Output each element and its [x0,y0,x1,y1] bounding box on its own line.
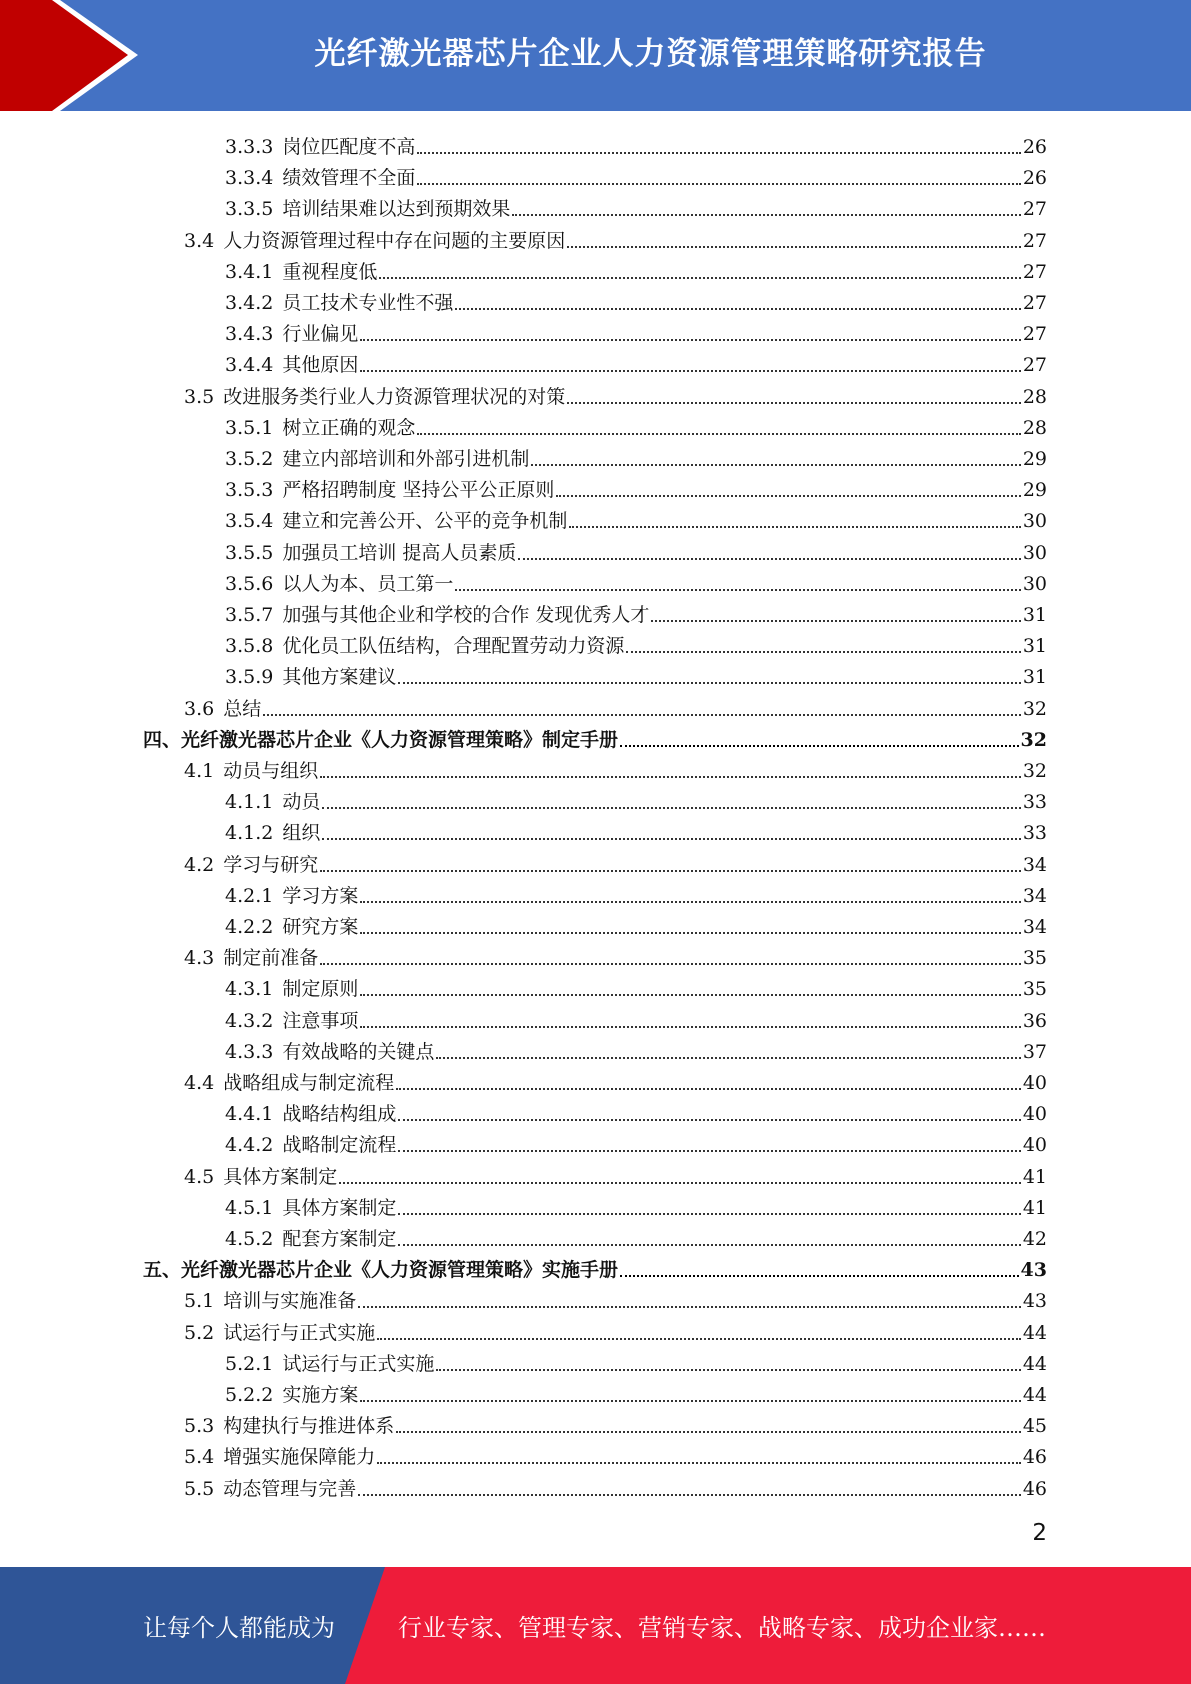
toc-entry-page: 42 [1022,1228,1047,1250]
toc-dot-leader [322,838,1020,840]
toc-entry-page: 31 [1022,604,1047,626]
toc-entry-number: 4.3.1 [225,978,274,1001]
toc-dot-leader [339,1182,1021,1184]
toc-entry-number: 3.3.4 [225,167,274,190]
toc-entry-number: 3.5.5 [225,541,274,564]
toc-dot-leader [360,994,1020,996]
toc-entry-number: 4.4.2 [225,1134,274,1157]
toc-entry-number: 4.2.2 [225,916,274,938]
toc-entry-title: 组织 [282,822,321,845]
toc-entry-title: 战略制定流程 [282,1134,397,1157]
toc-dot-leader [436,1057,1020,1059]
toc-dot-leader [360,1400,1020,1402]
toc-entry-number: 3.5.3 [225,479,274,502]
toc-entry[interactable] [225,534,1047,565]
footer-slogan-right: 行业专家、管理专家、营销专家、战略专家、成功企业家…… [398,1614,1046,1642]
toc-dot-leader [377,1338,1021,1340]
toc-entry-page: 26 [1022,167,1047,190]
toc-entry-number: 3.4.1 [225,260,274,283]
toc-dot-leader [360,901,1020,903]
toc-dot-leader [567,246,1021,248]
toc-dot-leader [455,308,1020,310]
toc-entry[interactable] [184,1064,1047,1095]
toc-entry-number: 3.4.2 [225,292,274,314]
toc-entry-number: 4.1.2 [225,822,274,845]
toc-entry-number: 3.6 [184,697,215,720]
toc-dot-leader [436,1369,1020,1371]
toc-dot-leader [320,963,1021,965]
toc-entry-title: 学习方案 [282,884,359,907]
toc-entry[interactable] [225,409,1047,440]
toc-entry-page: 31 [1022,635,1047,658]
document-title: 光纤激光器芯片企业人力资源管理策略研究报告 [314,35,987,72]
toc-entry-page: 37 [1022,1040,1047,1063]
toc-entry-title: 其他方案建议 [282,666,397,689]
toc-entry-title: 试运行与正式实施 [223,1321,376,1344]
toc-entry-title: 培训与实施准备 [223,1290,357,1313]
toc-entry[interactable] [225,970,1047,1001]
toc-entry-number: 五、 [143,1259,182,1282]
toc-entry-number: 3.5.6 [225,572,274,595]
toc-entry[interactable] [184,1282,1047,1313]
toc-entry[interactable] [225,627,1047,658]
toc-entry-number: 4.5.1 [225,1196,274,1219]
toc-entry-title: 树立正确的观念 [282,416,416,439]
toc-entry-number: 5.4 [184,1446,215,1469]
red-chevron-icon [0,0,160,111]
toc-entry-title: 动员 [282,791,321,814]
toc-entry-page: 34 [1022,884,1047,907]
toc-entry-page: 45 [1022,1415,1047,1438]
toc-entry-title: 学习与研究 [223,853,319,876]
toc-entry-page: 44 [1022,1352,1047,1375]
toc-entry[interactable] [143,721,1047,752]
toc-entry-number: 3.4.3 [225,323,274,346]
toc-entry-page: 33 [1022,822,1047,845]
toc-dot-leader [398,1119,1020,1121]
toc-dot-leader [320,776,1021,778]
toc-entry-number: 3.5 [184,385,215,408]
toc-entry-title: 试运行与正式实施 [282,1352,435,1375]
toc-entry[interactable] [225,502,1047,533]
toc-entry-page: 36 [1022,1009,1047,1032]
toc-entry[interactable] [225,565,1047,596]
toc-entry[interactable] [225,1095,1047,1126]
toc-entry-number: 3.5.4 [225,510,274,533]
toc-dot-leader [651,620,1020,622]
toc-entry-number: 5.5 [184,1477,215,1500]
toc-entry-title: 建立内部培训和外部引进机制 [282,448,530,470]
toc-entry[interactable] [225,596,1047,627]
toc-dot-leader [626,651,1020,653]
toc-entry-page: 27 [1022,354,1047,377]
toc-entry-number: 5.3 [184,1415,215,1438]
toc-dot-leader [379,277,1020,279]
toc-entry[interactable] [225,471,1047,502]
toc-entry-title: 战略组成与制定流程 [223,1072,395,1094]
toc-entry[interactable] [225,315,1047,346]
toc-entry-number: 4.1.1 [225,791,274,814]
toc-entry[interactable] [225,1189,1047,1220]
toc-dot-leader [396,1431,1021,1433]
toc-entry-page: 46 [1022,1477,1047,1500]
toc-entry-title: 岗位匹配度不高 [282,136,416,158]
toc-dot-leader [320,870,1021,872]
toc-entry-number: 4.2.1 [225,884,274,907]
toc-entry-title: 具体方案制定 [223,1165,338,1188]
toc-entry-page: 32 [1022,697,1047,720]
toc-dot-leader [531,464,1020,466]
toc-entry-number: 5.1 [184,1290,215,1313]
toc-entry-title: 其他原因 [282,354,359,377]
toc-dot-leader [567,402,1021,404]
toc-dot-leader [417,183,1020,185]
toc-entry-title: 改进服务类行业人力资源管理状况的对策 [223,385,566,408]
toc-dot-leader [398,682,1020,684]
toc-entry[interactable] [225,1126,1047,1157]
toc-entry-number: 5.2.1 [225,1352,274,1375]
toc-dot-leader [360,370,1020,372]
toc-dot-leader [518,558,1020,560]
toc-dot-leader [620,745,1019,747]
toc-entry-page: 29 [1022,479,1047,502]
toc-entry[interactable] [225,284,1047,315]
toc-entry-title: 光纤激光器芯片企业《人力资源管理策略》制定手册 [181,728,619,751]
toc-entry[interactable] [184,846,1047,877]
toc-entry-title: 光纤激光器芯片企业《人力资源管理策略》实施手册 [181,1259,619,1282]
toc-entry-number: 5.2.2 [225,1384,274,1406]
toc-entry-page: 40 [1022,1072,1047,1094]
toc-entry-number: 4.4 [184,1072,215,1094]
toc-dot-leader [396,1088,1021,1090]
toc-entry-title: 具体方案制定 [282,1196,397,1219]
toc-entry[interactable] [225,658,1047,689]
toc-entry-number: 3.4 [184,229,215,252]
toc-dot-leader [569,526,1020,528]
toc-entry[interactable] [184,752,1047,783]
toc-entry-title: 人力资源管理过程中存在问题的主要原因 [223,229,566,252]
toc-entry-title: 培训结果难以达到预期效果 [282,198,511,221]
toc-entry-page: 26 [1022,136,1047,158]
toc-entry-page: 34 [1022,853,1047,876]
toc-entry-title: 以人为本、员工第一 [282,572,454,595]
toc-entry-title: 总结 [223,697,262,720]
toc-entry-page: 34 [1022,916,1047,938]
footer-slogan-left: 让每个人都能成为 [143,1614,335,1642]
toc-entry[interactable] [184,939,1047,970]
toc-entry[interactable] [184,1407,1047,1438]
page-number: 2 [1032,1520,1047,1546]
toc-entry-page: 46 [1022,1446,1047,1469]
toc-entry-page: 30 [1022,572,1047,595]
toc-entry-page: 44 [1022,1384,1047,1406]
toc-entry-page: 27 [1022,198,1047,221]
toc-entry-number: 5.2 [184,1321,215,1344]
toc-entry[interactable] [143,1251,1047,1282]
toc-entry-number: 3.5.8 [225,635,274,658]
toc-entry-title: 制定原则 [282,978,359,1001]
toc-entry-page: 29 [1022,448,1047,470]
toc-entry-page: 28 [1022,385,1047,408]
footer-band [0,1567,1191,1684]
toc-dot-leader [358,1306,1021,1308]
toc-entry-page: 35 [1022,978,1047,1001]
toc-dot-leader [417,433,1020,435]
toc-entry-number: 3.5.7 [225,604,274,626]
toc-entry-title: 动态管理与完善 [223,1477,357,1500]
toc-entry-page: 30 [1022,541,1047,564]
toc-entry[interactable] [225,159,1047,190]
toc-entry[interactable] [184,1158,1047,1189]
header-band [0,0,1191,111]
toc-entry-page: 27 [1022,260,1047,283]
toc-entry-number: 3.3.5 [225,198,274,221]
toc-entry[interactable] [184,1438,1047,1469]
toc-entry-number: 4.1 [184,760,215,782]
toc-entry-number: 4.3.3 [225,1040,274,1063]
toc-dot-leader [398,1150,1020,1152]
toc-entry[interactable] [225,440,1047,471]
toc-entry-page: 43 [1022,1290,1047,1313]
toc-entry-title: 建立和完善公开、公平的竞争机制 [282,510,568,533]
toc-entry-title: 研究方案 [282,916,359,938]
toc-entry[interactable] [225,877,1047,908]
toc-entry-title: 有效战略的关键点 [282,1040,435,1063]
toc-entry-number: 3.3.3 [225,136,274,158]
toc-entry[interactable] [225,128,1047,159]
toc-entry[interactable] [225,814,1047,845]
toc-entry-page: 27 [1022,292,1047,314]
toc-entry[interactable] [225,783,1047,814]
toc-entry-number: 3.5.2 [225,448,274,470]
toc-entry[interactable] [225,1376,1047,1407]
toc-entry-page: 32 [1022,760,1047,782]
toc-entry-title: 战略结构组成 [282,1103,397,1126]
toc-entry-number: 4.2 [184,853,215,876]
toc-entry-page: 41 [1022,1165,1047,1188]
toc-entry-number: 3.5.9 [225,666,274,689]
toc-entry-title: 行业偏见 [282,323,359,346]
toc-entry-title: 注意事项 [282,1009,359,1032]
toc-entry[interactable] [184,1470,1047,1501]
toc-dot-leader [417,152,1020,154]
toc-entry-title: 配套方案制定 [282,1228,397,1250]
toc-entry[interactable] [225,190,1047,221]
toc-dot-leader [322,807,1020,809]
toc-entry-title: 构建执行与推进体系 [223,1415,395,1438]
toc-dot-leader [398,1244,1020,1246]
toc-entry-title: 增强实施保障能力 [223,1446,376,1469]
toc-entry[interactable] [225,1002,1047,1033]
toc-entry-page: 32 [1020,728,1047,751]
toc-entry[interactable] [225,908,1047,939]
toc-entry-page: 43 [1020,1259,1047,1282]
toc-entry-title: 员工技术专业性不强 [282,292,454,314]
toc-entry[interactable] [225,1345,1047,1376]
toc-entry-title: 优化员工队伍结构，合理配置劳动力资源 [282,635,625,658]
toc-entry-number: 4.5 [184,1165,215,1188]
toc-entry[interactable] [225,253,1047,284]
toc-dot-leader [512,214,1020,216]
toc-entry-page: 35 [1022,947,1047,970]
toc-entry[interactable] [184,690,1047,721]
toc-entry-number: 3.4.4 [225,354,274,377]
toc-entry[interactable] [184,1314,1047,1345]
toc-entry-number: 4.3.2 [225,1009,274,1032]
toc-entry-page: 44 [1022,1321,1047,1344]
toc-entry-number: 4.5.2 [225,1228,274,1250]
toc-dot-leader [398,1213,1020,1215]
toc-entry-page: 31 [1022,666,1047,689]
toc-entry-page: 27 [1022,229,1047,252]
toc-entry-number: 四、 [143,728,182,751]
toc-entry[interactable] [225,1220,1047,1251]
toc-dot-leader [455,589,1020,591]
toc-dot-leader [360,339,1020,341]
toc-dot-leader [263,714,1021,716]
toc-entry-page: 28 [1022,416,1047,439]
toc-entry-page: 33 [1022,791,1047,814]
toc-entry-title: 严格招聘制度 坚持公平公正原则 [282,479,555,502]
toc-dot-leader [556,495,1020,497]
toc-dot-leader [620,1275,1019,1277]
toc-entry-title: 动员与组织 [223,760,319,782]
toc-entry-page: 40 [1022,1134,1047,1157]
toc-entry-title: 制定前准备 [223,947,319,970]
toc-entry-title: 加强与其他企业和学校的合作 发现优秀人才 [282,604,650,626]
toc-entry[interactable] [225,346,1047,377]
toc-dot-leader [360,932,1020,934]
toc-entry[interactable] [225,1033,1047,1064]
toc-entry-title: 重视程度低 [282,260,378,283]
toc-entry-number: 4.3 [184,947,215,970]
toc-entry-title: 实施方案 [282,1384,359,1406]
toc-entry-number: 4.4.1 [225,1103,274,1126]
toc-entry-title: 绩效管理不全面 [282,167,416,190]
toc-entry-title: 加强员工培训 提高人员素质 [282,541,517,564]
toc-entry-number: 3.5.1 [225,416,274,439]
toc-dot-leader [377,1462,1021,1464]
toc-entry-page: 41 [1022,1196,1047,1219]
toc-dot-leader [358,1494,1021,1496]
toc-entry-page: 27 [1022,323,1047,346]
toc-entry[interactable] [184,222,1047,253]
toc-entry-page: 30 [1022,510,1047,533]
toc-entry-page: 40 [1022,1103,1047,1126]
toc-dot-leader [360,1026,1020,1028]
toc-entry[interactable] [184,378,1047,409]
